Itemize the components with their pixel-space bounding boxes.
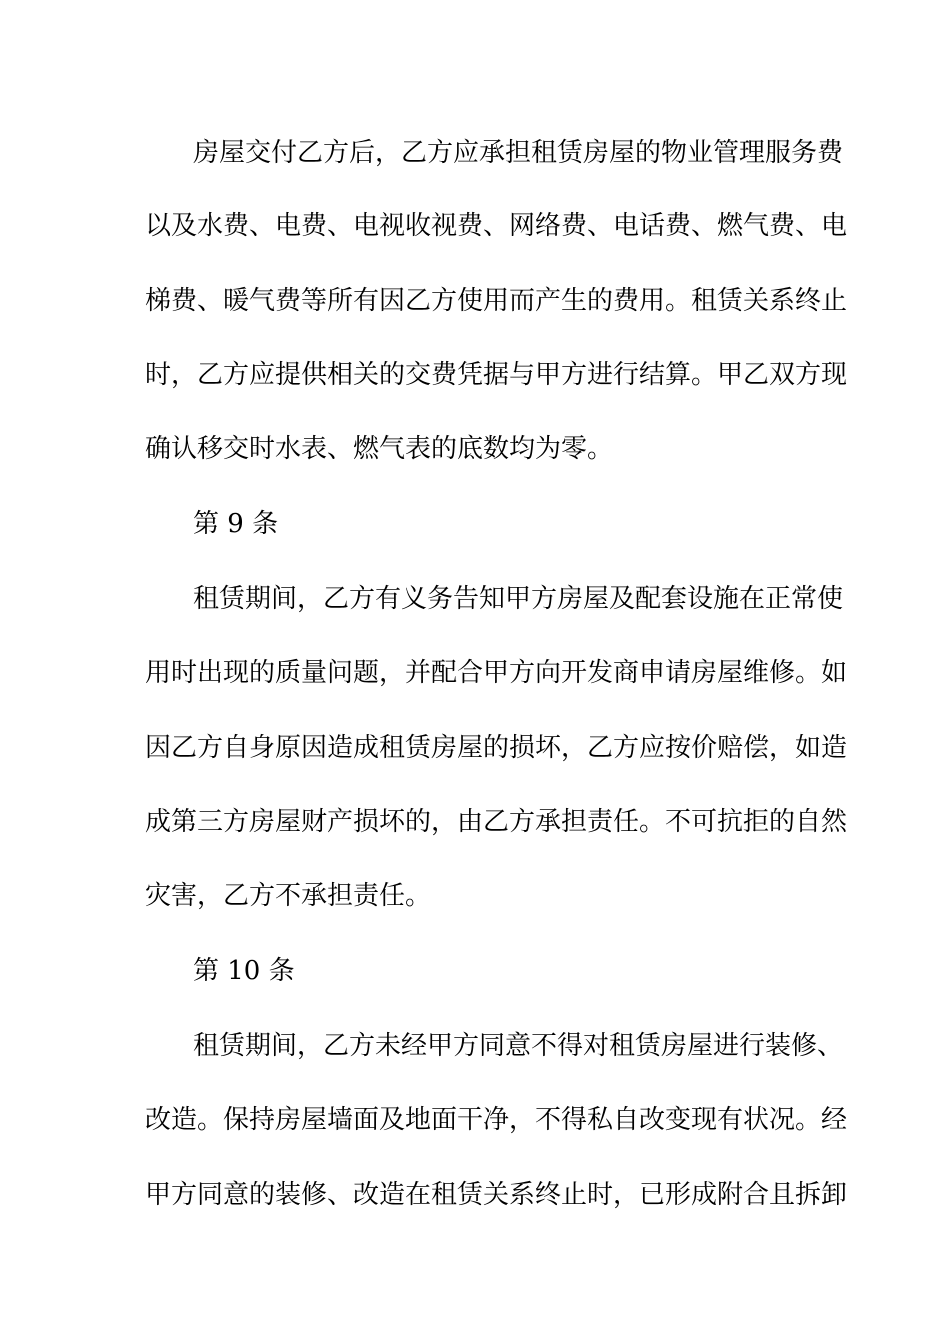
- paragraph-line: 时，乙方应提供相关的交费凭据与甲方进行结算。甲乙双方现: [145, 360, 848, 390]
- paragraph-line: 灾害，乙方不承担责任。: [145, 881, 432, 911]
- article-heading: 第 9 条: [193, 509, 279, 539]
- article-heading: 第 10 条: [193, 956, 295, 986]
- paragraph-line: 改造。保持房屋墙面及地面干净，不得私自改变现有状况。经: [145, 1105, 848, 1135]
- paragraph-line: 确认移交时水表、燃气表的底数均为零。: [145, 434, 614, 464]
- paragraph-line: 租赁期间，乙方有义务告知甲方房屋及配套设施在正常使: [193, 584, 844, 614]
- paragraph-line: 梯费、暖气费等所有因乙方使用而产生的费用。租赁关系终止: [145, 286, 848, 316]
- paragraph-line: 以及水费、电费、电视收视费、网络费、电话费、燃气费、电: [145, 211, 848, 241]
- paragraph-line: 成第三方房屋财产损坏的，由乙方承担责任。不可抗拒的自然: [145, 807, 848, 837]
- paragraph-line: 因乙方自身原因造成租赁房屋的损坏，乙方应按价赔偿，如造: [145, 733, 848, 763]
- paragraph-line: 房屋交付乙方后，乙方应承担租赁房屋的物业管理服务费: [193, 138, 844, 168]
- paragraph-line: 租赁期间，乙方未经甲方同意不得对租赁房屋进行装修、: [193, 1031, 844, 1061]
- paragraph-line: 用时出现的质量问题，并配合甲方向开发商申请房屋维修。如: [145, 658, 848, 688]
- paragraph-line: 甲方同意的装修、改造在租赁关系终止时，已形成附合且拆卸: [145, 1180, 848, 1210]
